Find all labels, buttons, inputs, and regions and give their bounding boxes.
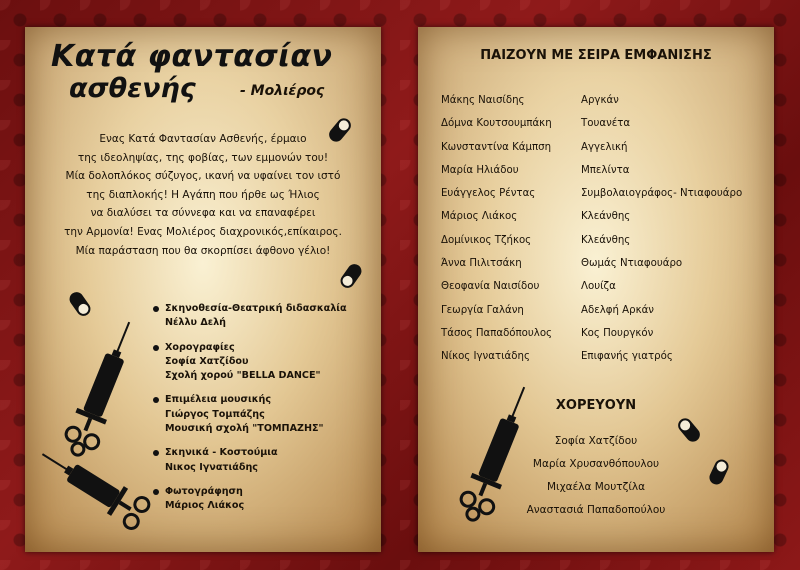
intro-line: Μία παράσταση που θα σκορπίσει άφθονο γέλιο!	[75, 244, 331, 257]
credit-line: Φωτογράφηση	[165, 485, 243, 497]
role-name: Αδελφή Αρκάν	[581, 304, 654, 316]
credit-line: Μάριος Λιάκος	[165, 500, 245, 512]
actors-list	[441, 89, 552, 369]
intro-line: την Αρμονία! Ενας Μολιέρος διαχρονικός,επίκαιρος.	[64, 225, 342, 238]
role-name: Κλεάνθης	[581, 211, 631, 223]
actor-name: Γεωργία Γαλάνη	[441, 304, 524, 316]
actor-name: Θεοφανία Ναισίδου	[441, 281, 540, 293]
dancer-name: Αναστασιά Παπαδοπούλου	[526, 504, 666, 516]
cast-heading: ΠΑΙΖΟΥΝ ΜΕ ΣΕΙΡΑ ΕΜΦΑΝΙΣΗΣ	[480, 48, 712, 63]
role-name: Τουανέτα	[581, 118, 631, 130]
role-name: Συμβολαιογράφος- Ντιαφουάρο	[581, 188, 743, 200]
roles-list	[581, 89, 742, 369]
intro-text	[51, 130, 355, 260]
intro-line: Ενας Κατά Φαντασίαν Ασθενής, έρμαιο	[99, 133, 307, 145]
author: - Μολιέρος	[240, 83, 325, 99]
dancer-name: Μαρία Χρυσανθόπουλου	[532, 458, 660, 470]
role-name: Επιφανής γιατρός	[581, 351, 673, 363]
role-name: Αργκάν	[581, 95, 619, 106]
pill-icon	[674, 415, 704, 445]
pill-icon	[325, 115, 355, 145]
actor-name: Μάριος Λιάκος	[441, 211, 518, 223]
actor-name: Δομίνικος Τζήκος	[441, 234, 532, 246]
title-line-2: ασθενής	[69, 73, 196, 104]
role-name: Θωμάς Ντιαφουάρο	[581, 258, 683, 270]
credit-music	[153, 393, 368, 436]
actor-name: Μαρία Ηλιάδου	[441, 164, 519, 176]
credit-line: Χορογραφίες	[165, 341, 235, 353]
credit-line: Σχολή χορού "BELLA DANCE"	[165, 370, 321, 382]
role-name: Κλεάνθης	[581, 234, 631, 246]
syringe-icon	[35, 437, 155, 537]
intro-line: της ιδεοληψίας, της φοβίας, των εμμονών του!	[77, 151, 329, 164]
actor-name: Ευάγγελος Ρέντας	[441, 188, 536, 200]
credit-line: Νέλλυ Δελή	[165, 317, 226, 329]
actor-name: Νίκος Ιγνατιάδης	[441, 351, 530, 363]
intro-line: Μία δολοπλόκος σύζυγος, ικανή να υφαίνει τον ιστό	[65, 170, 341, 183]
actor-name: Άννα Πιλιτσάκη	[441, 258, 522, 270]
intro-line: της διαπλοκής! Η Αγάπη που ήρθε ως Ήλιος	[86, 188, 320, 201]
actor-name: Κωνσταντίνα Κάμπση	[441, 141, 552, 153]
credit-line: Σοφία Χατζίδου	[165, 355, 249, 367]
role-name: Μπελίντα	[581, 164, 630, 176]
dance-heading: ΧΟΡΕΥΟΥΝ	[555, 398, 637, 413]
role-name: Κος Πουργκόν	[581, 327, 654, 339]
credit-line: Σκηνικά - Κοστούμια	[165, 447, 278, 459]
left-panel	[25, 27, 381, 552]
actor-name: Δόμνα Κουτσουμπάκη	[441, 118, 552, 130]
role-name: Λουίζα	[581, 281, 616, 293]
title-line-1: Κατά φαντασίαν	[51, 39, 333, 74]
actor-name: Μάκης Ναισίδης	[441, 95, 525, 106]
credit-line: Γιώργος Τομπάζης	[165, 408, 265, 420]
syringe-icon	[448, 377, 548, 527]
role-name: Αγγελική	[581, 141, 628, 153]
actor-name: Τάσος Παπαδόπουλος	[441, 327, 553, 339]
credit-line: Επιμέλεια μουσικής	[165, 394, 272, 406]
pill-icon	[704, 457, 734, 487]
dancer-name: Μιχαέλα Μουτζίλα	[546, 481, 646, 493]
credit-line: Σκηνοθεσία-Θεατρική διδασκαλία	[165, 303, 347, 314]
credit-line: Μουσική σχολή "ΤΟΜΠΑΖΗΣ"	[165, 423, 324, 435]
pill-icon	[336, 261, 366, 291]
intro-line: να διαλύσει τα σύννεφα και να επαναφέρει	[90, 207, 316, 220]
credit-sets-costumes	[153, 446, 368, 475]
right-panel	[418, 27, 774, 552]
credit-direction	[153, 302, 368, 331]
credit-line: Νικος Ιγνατιάδης	[165, 461, 258, 473]
dancer-name: Σοφία Χατζίδου	[554, 435, 638, 447]
credits-list	[153, 302, 368, 524]
credit-choreography	[153, 341, 368, 384]
credit-photography	[153, 485, 368, 514]
